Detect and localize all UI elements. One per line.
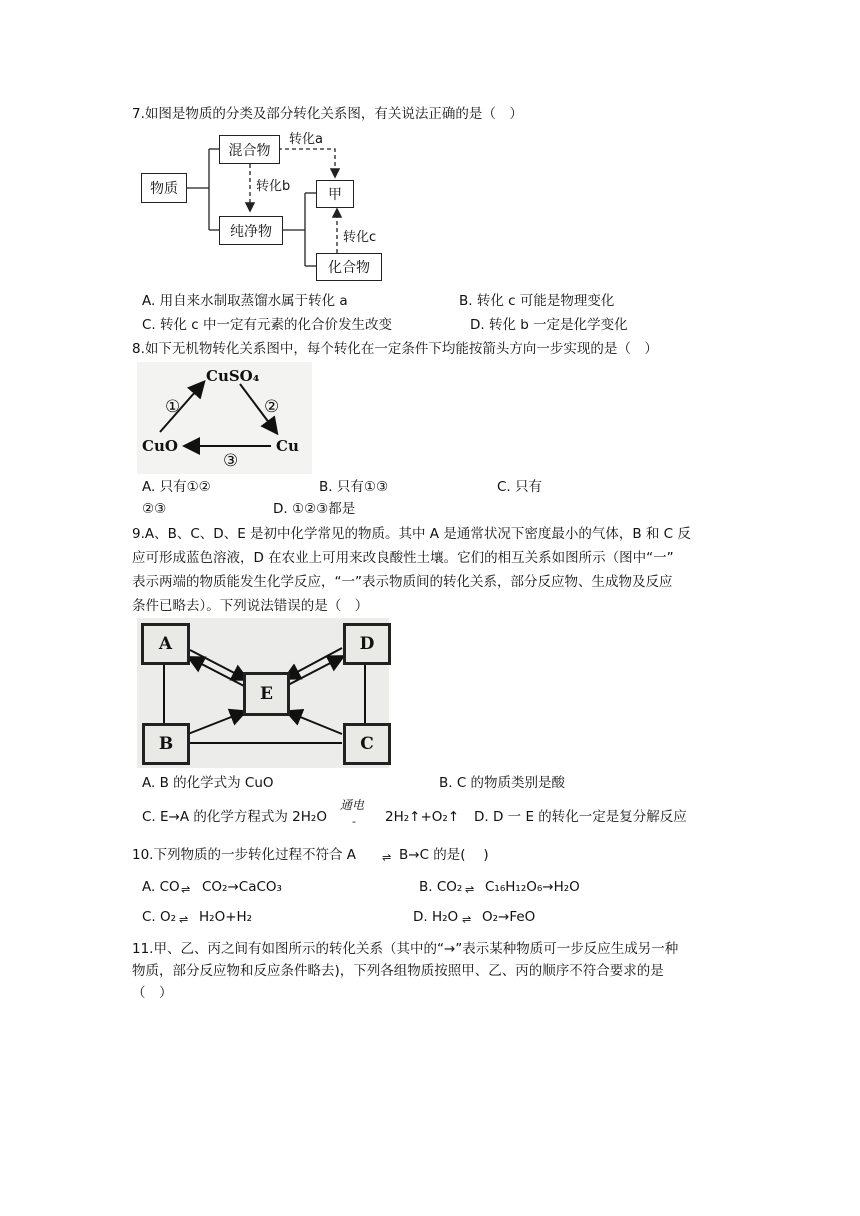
q9-option-c: C. E→A 的化学方程式为 2H₂O bbox=[142, 809, 327, 825]
label-step-1: ① bbox=[165, 397, 181, 417]
label-conv-c: 转化c bbox=[343, 230, 377, 245]
node-jia: 甲 bbox=[316, 180, 354, 208]
q10-option-c-reversible-icon: ⇌ bbox=[179, 913, 189, 926]
q8-option-d: D. ①②③都是 bbox=[273, 501, 356, 517]
q10-stem: 10.下列物质的一步转化过程不符合 A bbox=[132, 847, 356, 863]
q9-option-c-condition-mark: - bbox=[352, 815, 356, 828]
q9-stem-line-3: 表示两端的物质能发生化学反应，“一”表示物质间的转化关系，部分反应物、生成物及反应 bbox=[132, 574, 673, 590]
node-cu: Cu bbox=[276, 437, 299, 455]
q9-option-d: D. D 一 E 的转化一定是复分解反应 bbox=[474, 809, 687, 825]
q8-option-a: A. 只有①② bbox=[142, 479, 211, 495]
q8-option-c: C. 只有 bbox=[497, 479, 543, 495]
q9-stem-line-4: 条件已略去）。下列说法错误的是（ ） bbox=[132, 598, 369, 614]
q8-option-c-cont: ②③ bbox=[142, 501, 167, 517]
q11-stem-line-3: （ ） bbox=[132, 985, 173, 1001]
q9-stem-line-2: 应可形成蓝色溶液，D 在农业上可用来改良酸性土壤。它们的相互关系如图所示（图中“一” bbox=[132, 550, 674, 566]
q7-option-a: A. 用自来水制取蒸馏水属于转化 a bbox=[142, 293, 348, 309]
q10-option-a-rest: CO₂→CaCO₃ bbox=[202, 879, 282, 895]
q11-stem-line-1: 11.甲、乙、丙之间有如图所示的转化关系（其中的“→”表示某种物质可一步反应生成另一种 bbox=[132, 941, 679, 957]
label-conv-a: 转化a bbox=[289, 132, 323, 147]
q10-option-c: C. O₂ bbox=[142, 909, 177, 925]
node-cuso4: CuSO₄ bbox=[206, 367, 260, 385]
label-step-2: ② bbox=[264, 397, 280, 417]
q9-option-b: B. C 的物质类别是酸 bbox=[439, 775, 566, 791]
q10-option-b: B. CO₂ bbox=[419, 879, 463, 895]
q7-option-d: D. 转化 b 一定是化学变化 bbox=[470, 317, 628, 333]
node-cuo: CuO bbox=[142, 437, 178, 455]
node-compound: 化合物 bbox=[316, 253, 382, 281]
node-mixture: 混合物 bbox=[219, 135, 280, 164]
q9-option-a: A. B 的化学式为 CuO bbox=[142, 775, 274, 791]
q9-option-c-products: 2H₂↑+O₂↑ bbox=[385, 809, 460, 825]
q10-option-b-rest: C₁₆H₁₂O₆→H₂O bbox=[485, 879, 580, 895]
node-b: B bbox=[142, 723, 190, 765]
q9-stem-line-1: 9.A、B、C、D、E 是初中化学常见的物质。其中 A 是通常状况下密度最小的气体，B 和 C 反 bbox=[132, 526, 691, 542]
node-e: E bbox=[243, 672, 290, 716]
node-a: A bbox=[141, 623, 190, 665]
node-pure: 纯净物 bbox=[219, 216, 283, 245]
q10-option-d: D. H₂O bbox=[413, 909, 459, 925]
node-d: D bbox=[343, 623, 391, 665]
q10-option-b-reversible-icon: ⇌ bbox=[465, 883, 475, 896]
q10-reversible-icon: ⇌ bbox=[382, 851, 392, 864]
q10-option-c-rest: H₂O+H₂ bbox=[199, 909, 253, 925]
q10-option-a: A. CO bbox=[142, 879, 180, 895]
q10-option-d-rest: O₂→FeO bbox=[482, 909, 536, 925]
q8-option-b: B. 只有①③ bbox=[319, 479, 389, 495]
q10-stem-end: B→C 的是( ) bbox=[399, 847, 489, 863]
q7-option-c: C. 转化 c 中一定有元素的化合价发生改变 bbox=[142, 317, 393, 333]
node-substance: 物质 bbox=[141, 173, 187, 203]
q8-stem: 8.如下无机物转化关系图中，每个转化在一定条件下均能按箭头方向一步实现的是（ ） bbox=[132, 341, 658, 357]
q9-option-c-condition: 通电 bbox=[340, 798, 365, 812]
label-step-3: ③ bbox=[223, 451, 239, 471]
q10-option-a-reversible-icon: ⇌ bbox=[181, 883, 191, 896]
q10-option-d-reversible-icon: ⇌ bbox=[462, 913, 472, 926]
node-c: C bbox=[343, 723, 391, 765]
q11-stem-line-2: 物质，部分反应物和反应条件略去)，下列各组物质按照甲、乙、丙的顺序不符合要求的是 bbox=[132, 963, 664, 979]
label-conv-b: 转化b bbox=[256, 179, 291, 194]
q7-stem: 7.如图是物质的分类及部分转化关系图，有关说法正确的是（ ） bbox=[132, 106, 523, 122]
q7-option-b: B. 转化 c 可能是物理变化 bbox=[459, 293, 615, 309]
